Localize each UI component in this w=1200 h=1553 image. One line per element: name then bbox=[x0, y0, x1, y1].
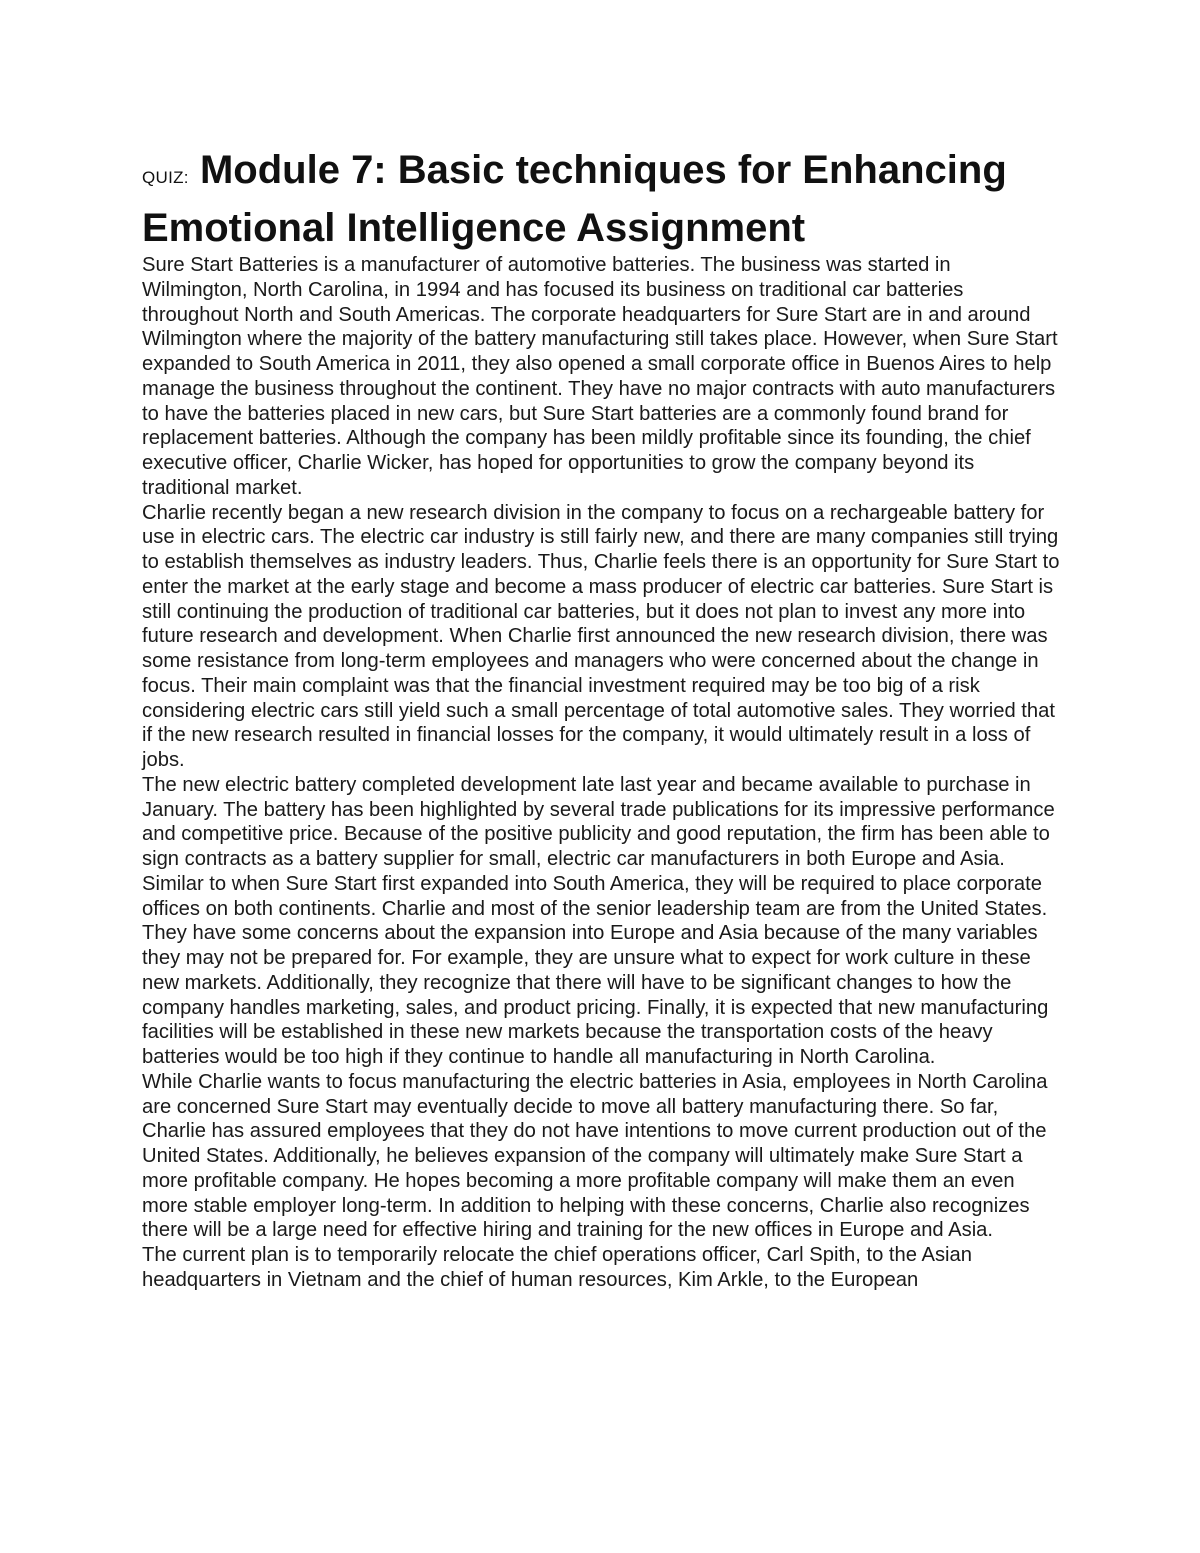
paragraph-1: Sure Start Batteries is a manufacturer of automotive batteries. The business was started in Wilmington, North Carolina, in 1994 and has focused its business on traditional car batteries throughout North and South Americas. The corporate headquarters for Sure Start are in and around Wilmington where the majority of the battery manufacturing still takes place. However, when Sure Start expanded to South America in 2011, they also opened a small corporate office in Buenos Aires to help manage the business throughout the continent. They have no major contracts with auto manufacturers to have the batteries placed in new cars, but Sure Start batteries are a commonly found brand for replacement batteries. Although the company has been mildly profitable since its founding, the chief executive officer, Charlie Wicker, has hoped for opportunities to grow the company beyond its traditional market. bbox=[142, 254, 1058, 499]
paragraph-5: The current plan is to temporarily relocate the chief operations officer, Carl Spith, to the Asian headquarters in Vietnam and the chief of human resources, Kim Arkle, to the European bbox=[142, 1244, 972, 1291]
title-text: Module 7: Basic techniques for Enhancing Emotional Intelligence Assignment bbox=[142, 148, 1007, 250]
paragraph-3: The new electric battery completed development late last year and became available to purchase in January. The battery has been highlighted by several trade publications for its impressive performance and competitive price. Because of the positive publicity and good reputation, the firm has been able to sign contracts as a battery supplier for small, electric car manufacturers in both Europe and Asia. Similar to when Sure Start first expanded into South America, they will be required to place corporate offices on both continents. Charlie and most of the senior leadership team are from the United States. They have some concerns about the expansion into Europe and Asia because of the many variables they may not be prepared for. For example, they are unsure what to expect for work culture in these new markets. Additionally, they recognize that there will have to be significant changes to how the company handles marketing, sales, and product pricing. Finally, it is expected that new manufacturing facilities will be established in these new markets because the transportation costs of the heavy batteries would be too high if they continue to handle all manufacturing in North Carolina. bbox=[142, 773, 1055, 1068]
document-body bbox=[142, 253, 1060, 1293]
paragraph-4: While Charlie wants to focus manufacturing the electric batteries in Asia, employees in North Carolina are concerned Sure Start may eventually decide to move all battery manufacturing there. So far, Charlie has assured employees that they do not have intentions to move current production out of the United States. Additionally, he believes expansion of the company will ultimately make Sure Start a more profitable company. He hopes becoming a more profitable company will make them an even more stable employer long-term. In addition to helping with these concerns, Charlie also recognizes there will be a large need for effective hiring and training for the new offices in Europe and Asia. bbox=[142, 1070, 1048, 1242]
document-title bbox=[142, 145, 1060, 253]
quiz-label: QUIZ: bbox=[142, 168, 189, 187]
paragraph-2: Charlie recently began a new research division in the company to focus on a rechargeable battery for use in electric cars. The electric car industry is still fairly new, and there are many companies still trying to establish themselves as industry leaders. Thus, Charlie feels there is an opportunity for Sure Start to enter the market at the early stage and become a mass producer of electric car batteries. Sure Start is still continuing the production of traditional car batteries, but it does not plan to invest any more into future research and development. When Charlie first announced the new research division, there was some resistance from long-term employees and managers who were concerned about the change in focus. Their main complaint was that the financial investment required may be too big of a risk considering electric cars still yield such a small percentage of total automotive sales. They worried that if the new research resulted in financial losses for the company, it would ultimately result in a loss of jobs. bbox=[142, 501, 1060, 771]
